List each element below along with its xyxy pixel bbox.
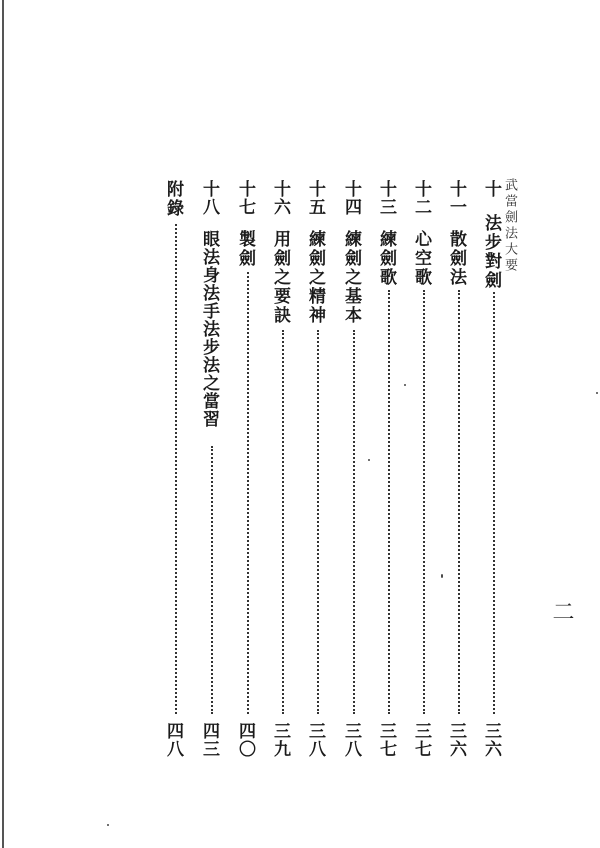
dot-leader (317, 330, 319, 714)
dot-leader (247, 272, 249, 714)
entry-title: 心空歌 (411, 230, 431, 287)
dot-leader (388, 290, 390, 714)
entry-page: 四〇 (235, 722, 255, 758)
entry-page: 三六 (481, 722, 501, 758)
toc-entry (236, 180, 260, 758)
entry-page: 三八 (341, 722, 361, 758)
entry-number: 十八 (199, 180, 219, 216)
entry-title: 練劍歌 (376, 230, 396, 287)
entry-title: 附錄 (163, 180, 183, 218)
entry-title: 練劍之精神 (305, 230, 325, 325)
toc-entry (200, 180, 224, 758)
entry-number: 十四 (341, 180, 361, 216)
entry-page: 三七 (376, 722, 396, 758)
scan-speck (107, 824, 109, 826)
entry-page: 三九 (270, 722, 290, 758)
dot-leader (458, 290, 460, 714)
toc-entry (306, 180, 330, 758)
entry-page: 三七 (411, 722, 431, 758)
entry-number: 十六 (270, 180, 290, 216)
dot-leader (353, 330, 355, 714)
dot-leader (423, 290, 425, 714)
toc-entry (412, 180, 436, 758)
entry-title: 法步對劍 (481, 214, 501, 290)
toc-entry (342, 180, 366, 758)
page-number: 二 (549, 600, 574, 622)
entry-page: 四八 (163, 722, 183, 758)
toc-entry (482, 180, 506, 758)
entry-number: 十 (481, 180, 501, 198)
page-binding-edge (2, 0, 4, 848)
entry-title: 製劍 (235, 230, 255, 268)
scan-speck (441, 574, 443, 578)
dot-leader (175, 224, 177, 714)
entry-title: 用劍之要訣 (270, 230, 290, 325)
running-head: 武當劍法大要 (502, 178, 517, 274)
entry-page: 三六 (446, 722, 466, 758)
entry-page: 四三 (199, 722, 219, 758)
scan-speck (596, 392, 598, 394)
scan-speck (404, 384, 406, 386)
entry-page: 三八 (305, 722, 325, 758)
entry-title: 練劍之基本 (341, 230, 361, 325)
toc-entry (447, 180, 471, 758)
entry-number: 十五 (305, 180, 325, 216)
scan-speck (368, 459, 370, 461)
entry-number: 十一 (446, 180, 466, 216)
dot-leader (282, 330, 284, 714)
entry-title: 散劍法 (446, 230, 466, 287)
entry-title: 眼法身法手法步法之當習 (199, 230, 219, 428)
entry-number: 十三 (376, 180, 396, 216)
toc-entry (377, 180, 401, 758)
toc-entry (164, 180, 188, 758)
dot-leader (211, 446, 213, 714)
dot-leader (493, 292, 495, 714)
toc-entry (271, 180, 295, 758)
entry-number: 十二 (411, 180, 431, 216)
entry-number: 十七 (235, 180, 255, 216)
